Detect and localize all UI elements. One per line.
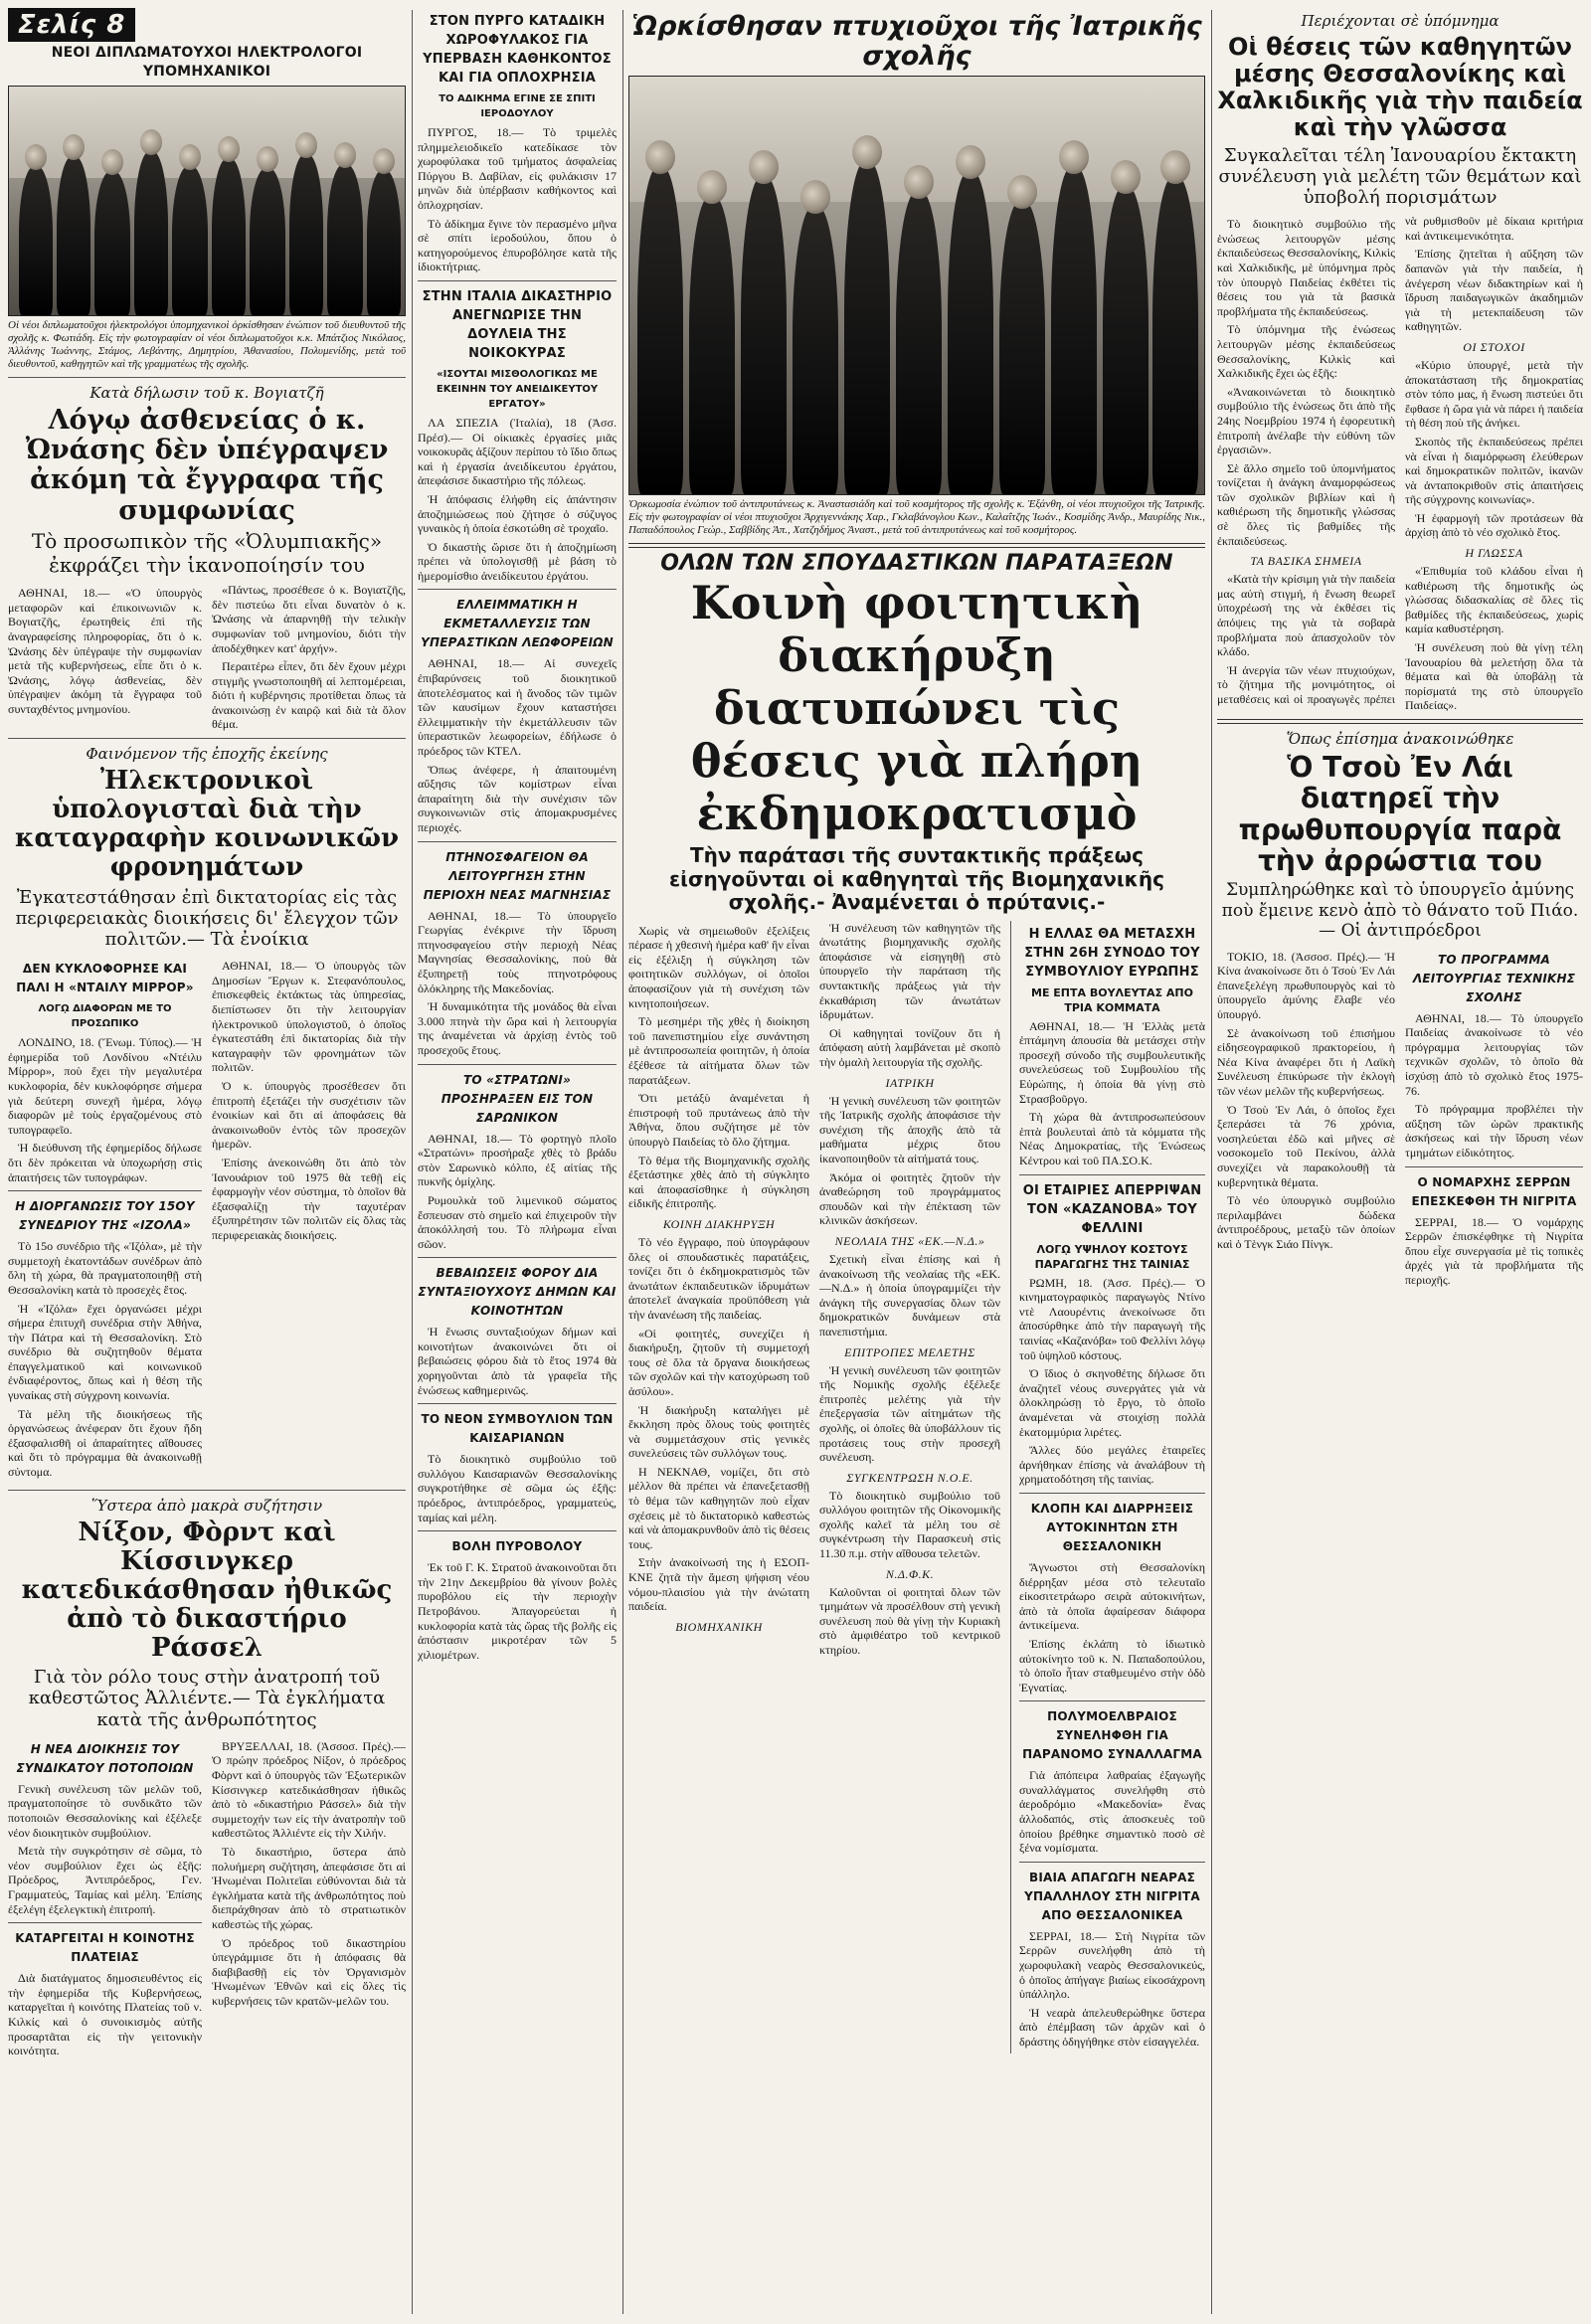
izola-paragraph: Τὸ 15ο συνέδριο τῆς «Ἰζόλα», μὲ τὴν συμμετοχὴ ἑκατοντάδων συνέδρων ἀπὸ ὅλη τὴ χώρα, θὰ πραγματοποιηθῇ στὴ Θεσσαλονίκη κατὰ τὸ προσεχὲς ἔτος. bbox=[8, 1239, 202, 1297]
pyrgos-paragraph: ΠΥΡΓΟΣ, 18.— Τὸ τριμελὲς πλημμελειοδικεῖο κατεδίκασε τὸν χωροφύλακα τοῦ τμήματος ἀσφαλείας Πύργου Β. Δαβίλαν, εἰς φυλάκισιν 17 μηνῶν διὰ ὑπέρβασιν καθήκοντος καὶ ὁπλοχρησίαν. bbox=[418, 125, 617, 212]
epitropes-section-title: ΕΠΙΤΡΟΠΕΣ ΜΕΛΕΤΗΣ bbox=[844, 1344, 975, 1359]
computers-subheadline: Ἐγκατεστάθησαν ἐπὶ δικτατορίας εἰς τὰς περιφερειακὰς διοικήσεις δι' ἔλεγχον τῶν πολιτῶν.— Τὰ ἐνοίκια bbox=[15, 886, 399, 950]
right-paragraph: Ἐπίσης ζητεῖται ἡ αὔξηση τῶν δαπανῶν γιὰ τὴν παιδεία, ἡ ἀνέγερση νέων διδακτηρίων καὶ ἡ ἵδρυση παιδαγωγικῶν ἀκαδημιῶν γιὰ τὴ μετεκπαίδευση τῶν καθηγητῶν. bbox=[1405, 247, 1583, 334]
right-paragraph: «Κύριο ὑπουργέ, μετὰ τὴν ἀποκατάσταση τῆς δημοκρατίας στὸν τόπο μας, ἡ ἕνωση πιστεύει ὅτι ἔφθασε ἡ ὥρα γιὰ νὰ πάρει ἡ παιδεία τὴ θέση ποὺ τῆς ἀνήκει. bbox=[1405, 357, 1583, 431]
pyrgos-headline: ΣΤΟΝ ΠΥΡΓΟ ΚΑΤΑΔΙΚΗ ΧΩΡΟΦΥΛΑΚΟΣ ΓΙΑ ΥΠΕΡΒΑΣΗ ΚΑΘΗΚΟΝΤΟΣ ΚΑΙ ΓΙΑ ΟΠΛΟΧΡΗΣΙΑ bbox=[423, 14, 612, 86]
students-paragraph: Ἡ συνέλευση τῶν καθηγητῶν τῆς ἀνωτάτης βιομηχανικῆς σχολῆς ἀποφάσισε νὰ εἰσηγηθῇ στὸ ὑπουργεῖο τὴν παράταση τῆς συντακτικῆς πράξεως γιὰ τὴν ἐκκαθάριση τῶν ἀνωτάτων ἱδρυμάτων. bbox=[819, 920, 1000, 1022]
students-paragraph: Ἡ γενικὴ συνέλευση τῶν φοιτητῶν τῆς Ἰατρικῆς σχολῆς ἀποφάσισε τὴν συνέχιση τῆς ἀποχῆς ἀπὸ τὰ μαθήματα μέχρις ὅτου ἱκανοποιηθοῦν τὰ αἰτήματά τους. bbox=[819, 1093, 1000, 1166]
right-paragraph: Τὸ διοικητικὸ συμβούλιο τῆς ἑνώσεως λειτουργῶν μέσης ἐκπαιδεύσεως Θεσσαλονίκης, Κιλκὶς καὶ Χαλκιδικῆς, μὲ ὑπόμνημα πρὸς τὸν ὑπουργὸ Παιδείας ἐκθέτει τὶς θέσεις του γιὰ τὰ βασικὰ προβλήματα τῆς ἐκπαιδεύσεως. bbox=[1217, 217, 1395, 318]
nixon-kicker: Ὕστερα ἀπὸ μακρὰ συζήτησιν bbox=[90, 1496, 323, 1515]
synkentrosi-section-title: ΣΥΓΚΕΝΤΡΩΣΗ Ν.Ο.Ε. bbox=[846, 1470, 973, 1485]
computers-kicker: Φαινόμενον τῆς ἐποχῆς ἐκείνης bbox=[86, 745, 328, 764]
potopoion-paragraph: Γενικὴ συνέλευση τῶν μελῶν τοῦ, πραγματοποίησε τὸ συνδικᾶτο τῶν ποτοποιῶν Θεσσαλονίκης καὶ ἐξέλεξε νέον διοικητικὸν συμβούλιον. bbox=[8, 1781, 202, 1840]
students-paragraph: Καλοῦνται οἱ φοιτηταὶ ὅλων τῶν τμημάτων νὰ προσέλθουν στὴ γενικὴ συνέλευση ποὺ θὰ γίνῃ τὴν Κυριακὴ στὸ ἀμφιθέατρο τοῦ κεντρικοῦ κτηρίου. bbox=[819, 1584, 1000, 1658]
italy-paragraph: Ἡ ἀπόφασις ἐλήφθη εἰς ἀπάντησιν ἀποζημιώσεως ποὺ ζήτησε ὁ σύζυγος γυναικὸς ἡ ὁποία ἐσκοτώθη σὲ τροχαῖο. bbox=[418, 491, 617, 536]
koini-section-title: ΚΟΙΝΗ ΔΙΑΚΗΡΥΞΗ bbox=[662, 1216, 776, 1231]
pyrgos-subheadline: ΤΟ ΑΔΙΚΗΜΑ ΕΓΙΝΕ ΣΕ ΣΠΙΤΙ ΙΕΡΟΔΟΥΛΟΥ bbox=[439, 93, 596, 119]
kaisarianis-headline: ΤΟ ΝΕΟΝ ΣΥΜΒΟΥΛΙΟΝ ΤΩΝ ΚΑΙΣΑΡΙΑΝΩΝ bbox=[421, 1412, 614, 1446]
abduction-headline: ΒΙΑΙΑ ΑΠΑΓΩΓΗ ΝΕΑΡΑΣ ΥΠΑΛΛΗΛΟΥ ΣΤΗ ΝΙΓΡΙΤΑ ΑΠΟ ΘΕΣΣΑΛΟΝΙΚΕΑ bbox=[1024, 1870, 1200, 1922]
right-paragraph: «Ἐπιθυμία τοῦ κλάδου εἶναι ἡ καθιέρωση τῆς δημοτικῆς ὡς γλώσσας διδασκαλίας σὲ ὅλες τὶς βαθμίδες τῆς ἐκπαιδεύσεως, χωρὶς καμία καθυστέρηση. bbox=[1405, 564, 1583, 636]
students-kicker: ΟΛΩΝ ΤΩΝ ΣΠΟΥΔΑΣΤΙΚΩΝ ΠΑΡΑΤΑΞΕΩΝ bbox=[660, 551, 1173, 577]
magnesia-headline: ΠΤΗΝΟΣΦΑΓΕΙΟΝ ΘΑ ΛΕΙΤΟΥΡΓΗΣΗ ΣΤΗΝ ΠΕΡΙΟΧΗ ΝΕΑΣ ΜΑΓΝΗΣΙΑΣ bbox=[423, 849, 612, 902]
computers-paragraph: Ὁ κ. ὑπουργὸς προσέθεσεν ὅτι ἐπιτροπὴ ἐξετάζει τὴν συσχέτισιν τῶν ἐνοικίων καὶ ὅτι αἱ ἀποφάσεις θὰ ἀνακοινωθοῦν ἐντὸς τῶν προσεχῶν ἡμερῶν. bbox=[212, 1078, 406, 1152]
right-paragraph: Ἡ συνέλευση ποὺ θὰ γίνῃ τέλη Ἰανουαρίου θὰ μελετήσῃ ὅλα τὰ θέματα καὶ θὰ ὑποβάλῃ τὰ πορίσματά της στὸ ὑπουργεῖο Παιδείας». bbox=[1405, 640, 1583, 713]
students-paragraph: Τὸ θέμα τῆς Βιομηχανικῆς σχολῆς ἐξετάστηκε χθὲς ἀπὸ τὴ σύγκλητο καὶ ἀποφασίσθηκε ἡ σύγκληση εἰδικῆς ἐπιτροπῆς. bbox=[628, 1153, 809, 1211]
magnesia-paragraph: Ἡ δυναμικότητα τῆς μονάδος θὰ εἶναι 3.000 πτηνὰ τὴν ὥρα καὶ ἡ λειτουργία της ἀναμένεται νὰ ἀρχίσῃ ἐντὸς τοῦ προσεχοῦς ἔτους. bbox=[418, 999, 617, 1057]
abduction-paragraph: Ἡ νεαρὰ ἀπελευθερώθηκε ὕστερα ἀπὸ ἐπέμβαση τῶν ἀρχῶν καὶ ὁ δράστης ὁδηγήθηκε στὸν εἰσαγγελέα. bbox=[1019, 2005, 1205, 2050]
medicine-graduates-photo bbox=[628, 76, 1205, 495]
izola-headline: Η ΔΙΟΡΓΑΝΩΣΙΣ ΤΟΥ 15ΟΥ ΣΥΝΕΔΡΙΟΥ ΤΗΣ «ΙΖΟΛΑ» bbox=[15, 1199, 195, 1233]
right-paragraph: Σὲ ἄλλο σημεῖο τοῦ ὑπομνήματος τονίζεται ἡ ἀνάγκη ἀναμορφώσεως τῶν σχολικῶν βιβλίων καὶ ἡ καθιέρωση τῆς δημοτικῆς γλώσσας σὲ ὅλες τὶς βαθμίδες τῆς ἐκπαιδεύσεως. bbox=[1217, 460, 1395, 548]
nixon-paragraph: ΒΡΥΞΕΛΛΑΙ, 18. (Ἀσσοσ. Πρές).— Ὁ πρώην πρόεδρος Νίξον, ὁ πρόεδρος Φὸρντ καὶ ὁ ὑπουργὸς τῶν Ἐξωτερικῶν Κίσσινγκερ κατεδικάσθησαν ἠθικῶς ἀπὸ τὸ «δικαστήριο Ράσσελ» διὰ τὴν συμμετοχήν των εἰς τὴν ἀνατροπὴν τοῦ καθεστῶτος Ἀλλιέντε εἰς τὴν Χιλήν. bbox=[212, 1738, 406, 1841]
serres-headline: Ο ΝΟΜΑΡΧΗΣ ΣΕΡΡΩΝ ΕΠΕΣΚΕΦΘΗ ΤΗ ΝΙΓΡΙΤΑ bbox=[1411, 1174, 1577, 1208]
onassis-headline: Λόγῳ ἀσθενείας ὁ κ. Ὠνάσης δὲν ὑπέγραψεν ἀκόμη τὰ ἔγγραφα τῆς συμφωνίας bbox=[25, 405, 389, 526]
right-paragraph: Τὸ ὑπόμνημα τῆς ἑνώσεως λειτουργῶν μέσης ἐκπαιδεύσεως Θεσσαλονίκης, Κιλκὶς καὶ Χαλκιδικῆς ἔχει ὡς ἑξῆς: bbox=[1217, 322, 1395, 381]
currency-paragraph: Γιὰ ἀπόπειρα λαθραίας ἐξαγωγῆς συναλλάγματος συνελήφθη στὸ ἀεροδρόμιο «Μακεδονία» ἕνας ἀλλοδαπός, στὶς ἀποσκευὲς τοῦ ὁποίου βρέθηκε σημαντικὸ ποσὸ σὲ ξένα νομίσματα. bbox=[1019, 1768, 1205, 1856]
students-paragraph: Ἡ γενικὴ συνέλευση τῶν φοιτητῶν τῆς Νομικῆς σχολῆς ἐξέλεξε ἐπιτροπὲς μελέτης γιὰ τὴν ἐπεξεργασία τῶν αἰτημάτων τῆς σχολῆς, οἱ ὁποῖες θὰ ὑποβάλλουν τὶς προτάσεις τους στὴν προσεχῆ συνέλευση. bbox=[819, 1362, 1000, 1465]
tech-school-paragraph: ΑΘΗΝΑΙ, 18.— Τὸ ὑπουργεῖο Παιδείας ἀνακοίνωσε τὸ νέο πρόγραμμα λειτουργίας τῶν τεχνικῶν σχολῶν, τὸ ὁποῖο θὰ ἰσχύσῃ ἀπὸ τὸ σχολικὸ ἔτος 1975-76. bbox=[1405, 1010, 1583, 1098]
italy-paragraph: Ὁ δικαστὴς ὥρισε ὅτι ἡ ἀποζημίωση πρέπει νὰ ὑπολογισθῇ μὲ βάση τὸ ἡμερομίσθιο ἀνειδίκευτου ἐργάτου. bbox=[418, 539, 617, 583]
right-paragraph: Ἡ ἀνεργία τῶν νέων πτυχιούχων, τὸ ζήτημα τῆς μονιμότητος, οἱ μεταθέσεις καὶ οἱ προαγωγὲς πρέπει νὰ ρυθμισθοῦν μὲ δίκαια κριτήρια καὶ ἀντικειμενικότητα. bbox=[1217, 214, 1583, 707]
mirror-paragraph: ΛΟΝΔΙΝΟ, 18. (Ἕνωμ. Τύπος).— Ἡ ἐφημερίδα τοῦ Λονδίνου «Ντέιλυ Μίρρορ», ποὺ ἔχει τὴν μεγαλυτέρα κυκλοφορία, δὲν κυκλοφόρησε σήμερα γιὰ δεύτερη συνεχῆ ἡμέρα, λόγῳ διαφορῶν μὲ τοὺς ἐργαζομένους στὸ τυπογραφεῖο. bbox=[8, 1035, 202, 1137]
izola-paragraph: Τὰ μέλη τῆς διοικήσεως τῆς ὀργανώσεως ἀνέφεραν ὅτι ἔχουν ἤδη ἐξασφαλισθῆ οἱ ἀπαραίτητες αἴθουσες καὶ ὅτι τὸ πρόγραμμα θὰ ἀνακοινωθῇ σύντομα. bbox=[8, 1406, 202, 1480]
tsou-headline: Ὁ Τσοὺ Ἐν Λάι διατηρεῖ τὴν πρωθυπουργία παρὰ τὴν ἀρρώστια του bbox=[1238, 751, 1562, 878]
tech-school-paragraph: Τὸ πρόγραμμα προβλέπει τὴν αὔξηση τῶν ὡρῶν πρακτικῆς ἀσκήσεως καὶ τὴν ἵδρυση νέων τμημάτων εἰδικότητος. bbox=[1405, 1102, 1583, 1160]
students-paragraph: «Οἱ φοιτητές, συνεχίζει ἡ διακήρυξη, ζητοῦν τὴ συμμετοχή τους σὲ ὅλα τὰ ὄργανα διοικήσεως τῶν σχολῶν καὶ τὴν κατοχύρωση τοῦ ἀσύλου». bbox=[628, 1326, 809, 1398]
medicine-photo-caption: Ὁρκωμοσία ἐνώπιον τοῦ ἀντιπρυτάνεως κ. Ἀναστασιάδη καὶ τοῦ κοσμήτορος τῆς σχολῆς κ. Ἐξάνθη, οἱ νέοι πτυχιοῦχοι τῆς Ἰατρικῆς. Εἰς τὴν φωτογραφίαν οἱ νέοι πτυχιοῦχοι Ἀρχιγεννάκης Χαρ., Γκλαβάνογλου Κων., Καλαΐτζης Ἰωάν., Κοσμίδης Ἀνδρ., Μαυρίδης Νικ., Παπαδόπουλος Γεώρ., Σαββίδης Ἀπ., Χατζηδήμος Ἀναστ., μετὰ τοῦ ἀντιπρυτάνεως καὶ τοῦ κοσμήτορος. bbox=[628, 498, 1205, 537]
column-3 bbox=[628, 8, 1205, 2316]
fellini-paragraph: ΡΩΜΗ, 18. (Ἀσσ. Πρές).— Ὁ κινηματογραφικὸς παραγωγὸς Ντίνο ντὲ Λαουρέντις ἀνεκοίνωσε ὅτι ἀποσύρθηκε ἀπὸ τὴν παραγωγὴ τῆς ταινίας «Καζανόβα» τοῦ Φελλίνι λόγῳ τοῦ ὑψηλοῦ κόστους. bbox=[1019, 1275, 1205, 1362]
pyrgos-paragraph: Τὸ ἀδίκημα ἔγινε τὸν περασμένο μῆνα σὲ σπίτι ἱεροδούλου, ὅπου ὁ κατηγορούμενος ἐπυροβόλησε κατὰ τῆς ἰδιοκτήτριας. bbox=[418, 216, 617, 274]
onassis-kicker: Κατὰ δήλωσιν τοῦ κ. Βογιατζῆ bbox=[89, 384, 324, 402]
tsou-subheadline: Συμπληρώθηκε καὶ τὸ ὑπουργεῖο ἀμύνης ποὺ ἔμεινε κενὸ ἀπὸ τὸ θάνατο τοῦ Πιάο.— Οἱ ἀντιπρόεδροι bbox=[1221, 880, 1579, 941]
fellini-paragraph: Ἄλλες δύο μεγάλες ἑταιρεῖες ἀρνήθηκαν ἐπίσης νὰ ἀναλάβουν τὴ χρηματοδότηση τῆς ταινίας. bbox=[1019, 1443, 1205, 1487]
tsou-paragraph: ΤΟΚΙΟ, 18. (Ἀσσοσ. Πρές).— Ἡ Κίνα ἀνακοίνωσε ὅτι ὁ Τσοὺ Ἐν Λάι ἐπανεξελέγη πρωθυπουργὸς καὶ τὸ ὑπουργεῖο ἀμύνης ἔλαβε νέο ὑπουργό. bbox=[1217, 949, 1395, 1021]
potopoion-paragraph: Μετὰ τὴν συγκρότησιν σὲ σῶμα, τὸ νέον συμβούλιον ἔχει ὡς ἑξῆς: Πρόεδρος, Ἀντιπρόεδρος, Γεν. Γραμματεύς, Ταμίας καὶ μέλη. Ἐπίσης ἐξελέγη ἐξελεγκτικὴ ἐπιτροπή. bbox=[8, 1844, 202, 1916]
ndfk-section-title: Ν.Δ.Φ.Κ. bbox=[885, 1566, 935, 1581]
serres-paragraph: ΣΕΡΡΑΙ, 18.— Ὁ νομάρχης Σερρῶν ἐπισκέφθηκε τὴ Νιγρίτα ὅπου εἶχε συνεργασία μὲ τὶς τοπικὲς ἀρχές γιὰ τὰ προβλήματα τῆς περιοχῆς. bbox=[1405, 1214, 1583, 1287]
onassis-paragraph: Περαιτέρω εἶπεν, ὅτι δὲν ἔχουν μέχρι στιγμῆς γνωστοποιηθῆ αἱ λεπτομέρειαι, διότι ἡ κυβέρνησις προτίθεται ὅπως τὰ ἀνακοινώσῃ ἐν καιρῷ καὶ διὰ τὰ ὅλον θέμα. bbox=[212, 659, 406, 732]
onassis-subheadline: Τὸ προσωπικὸν τῆς «Ὀλυμπιακῆς» ἐκφράζει τὴν ἱκανοποίησίν του bbox=[31, 528, 383, 577]
tax-headline: ΒΕΒΑΙΩΣΕΙΣ ΦΟΡΟΥ ΔΙΑ ΣΥΝΤΑΞΙΟΥΧΟΥΣ ΔΗΜΩΝ ΚΑΙ ΚΟΙΝΟΤΗΤΩΝ bbox=[418, 1266, 617, 1319]
kaisarianis-paragraph: Τὸ διοικητικὸ συμβούλιο τοῦ συλλόγου Καισαριανῶν Θεσσαλονίκης συγκροτήθηκε σὲ σῶμα ὡς ἑξῆς: πρόεδρος, ἀντιπρόεδρος, γραμματεύς, ταμίας καὶ μέλη. bbox=[418, 1452, 617, 1524]
photo-caption: Οἱ νέοι διπλωματοῦχοι ἠλεκτρολόγοι ὑπομηχανικοὶ ὁρκίσθησαν ἐνώπιον τοῦ διευθυντοῦ τῆς σχολῆς κ. Φωτιάδη. Εἰς τὴν φωτογραφίαν οἱ νέοι διπλωματοῦχοι κ.κ. Μπάτζιος Νικόλαος, Ἀλλάνης Ἰωάννης, Στάμος, Λεβάντης, Δημητρίου, Ἀθανασίου, Πολυμενίδης, μετὰ τοῦ διευθυντοῦ, καθηγητῶν καὶ τῆς γραμματέως τῆς σχολῆς. bbox=[8, 319, 406, 370]
italy-paragraph: ΛΑ ΣΠΕΖΙΑ (Ἰταλία), 18 (Ἀσσ. Πρέσ).— Οἱ οἰκιακὲς ἐργασίες μιᾶς νοικοκυρᾶς ἀξίζουν περίπου τὸ ἴδιο ὅπως καὶ ἡ ἐργασία ἀνειδίκευτου ἐργάτου, ἀπεφάσισε δικαστήριο τῆς πόλεως. bbox=[418, 415, 617, 488]
students-paragraph: Τὸ διοικητικὸ συμβούλιο τοῦ συλλόγου φοιτητῶν τῆς Οἰκονομικῆς σχολῆς καλεῖ τὰ μέλη του σὲ συγκέντρωση τὴν Παρασκευὴ στὶς 11.30 π.μ. στὴν αἴθουσα τελετῶν. bbox=[819, 1488, 1000, 1561]
europe-headline: Η ΕΛΛΑΣ ΘΑ ΜΕΤΑΣΧΗ ΣΤΗΝ 26Η ΣΥΝΟΔΟ ΤΟΥ ΣΥΜΒΟΥΛΙΟΥ ΕΥΡΩΠΗΣ bbox=[1024, 926, 1200, 980]
nixon-paragraph: Ὁ πρόεδρος τοῦ δικαστηρίου ὑπεγράμμισε ὅτι ἡ ἀπόφασις θὰ διαβιβασθῇ εἰς τὸν Ὀργανισμὸν Ἡνωμένων Ἐθνῶν καὶ εἰς ὅλες τὶς κυβερνήσεις τῶν κρατῶν-μελῶν του. bbox=[212, 1935, 406, 2008]
abduction-paragraph: ΣΕΡΡΑΙ, 18.— Στὴ Νιγρίτα τῶν Σερρῶν συνελήφθη ἀπὸ τὴ χωροφυλακὴ νεαρὸς Θεσσαλονικεύς, ὁ ὁποῖος ἀπήγαγε βιαίως εἰκοσάχρονη ὑπάλληλο. bbox=[1019, 1928, 1205, 2002]
column-1 bbox=[8, 8, 406, 2316]
nixon-subheadline: Γιὰ τὸν ρόλο τους στὴν ἀνατροπή τοῦ καθεστῶτος Ἀλλιέντε.— Τὰ ἐγκλήματα κατὰ τῆς ἀνθρωπότητος bbox=[28, 1667, 386, 1730]
nixon-headline: Νίξον, Φὸρντ καὶ Κίσσινγκερ κατεδικάσθησαν ἠθικῶς ἀπὸ τὸ δικαστήριο Ράσσελ bbox=[21, 1517, 393, 1664]
electrical-graduates-photo bbox=[8, 86, 406, 316]
students-paragraph: Στὴν ἀνακοίνωσή της ἡ ΕΣΟΠ-ΚΝΕ ζητᾶ τὴν ἄμεση ψήφιση νέου νόμου-πλαισίου γιὰ τὴν ἀνώτατη παιδεία. bbox=[628, 1555, 809, 1614]
stratoni-paragraph: ΑΘΗΝΑΙ, 18.— Τὸ φορτηγὸ πλοῖο «Στρατώνι» προσήραξε χθὲς τὸ βράδυ στὸν Σαρωνικὸ κόλπο, ἐξ αἰτίας τῆς πυκνῆς ὀμίχλης. bbox=[418, 1131, 617, 1189]
fellini-subheadline: ΛΟΓῼ ΥΨΗΛΟΥ ΚΟΣΤΟΥΣ ΠΑΡΑΓΩΓΗΣ ΤΗΣ ΤΑΙΝΙΑΣ bbox=[1034, 1242, 1190, 1271]
photo-headline: ΝΕΟΙ ΔΙΠΛΩΜΑΤΟΥΧΟΙ ΗΛΕΚΤΡΟΛΟΓΟΙ ΥΠΟΜΗΧΑΝΙΚΟΙ bbox=[51, 45, 363, 80]
theft-headline: ΚΛΟΠΗ ΚΑΙ ΔΙΑΡΡΗΞΕΙΣ ΑΥΤΟΚΙΝΗΤΩΝ ΣΤΗ ΘΕΣΣΑΛΟΝΙΚΗ bbox=[1030, 1501, 1194, 1553]
right-paragraph: Σκοπὸς τῆς ἐκπαιδεύσεως πρέπει νὰ εἶναι ἡ διαμόρφωση ἐλεύθερων καὶ δημοκρατικῶν πολιτῶν, ἱκανῶν νὰ ἀνταποκριθοῦν στὶς ἀπαιτήσεις τῆς σύγχρονης κοινωνίας». bbox=[1405, 434, 1583, 507]
students-paragraph: Τὸ μεσημέρι τῆς χθὲς ἡ διοίκηση τοῦ πανεπιστημίου εἶχε συνάντηση μὲ ἀντιπροσωπεία φοιτητῶν, ἡ ὁποία ἐξέθεσε τὰ αἰτήματα ὅλων τῶν παρατάξεων. bbox=[628, 1014, 809, 1087]
shot-paragraph: Ἐκ τοῦ Γ. Κ. Στρατοῦ ἀνακοινοῦται ὅτι τὴν 21ην Δεκεμβρίου θὰ γίνουν βολὲς πυροβόλου εἰς τὴν περιοχὴν Πετροβάνου. Ἀπαγορεύεται ἡ κυκλοφορία κατὰ τὰς ὥρας τῆς βολῆς εἰς ἀπόστασιν μικροτέραν τῶν 5 χιλιομέτρων. bbox=[418, 1560, 617, 1662]
italy-headline: ΣΤΗΝ ΙΤΑΛΙΑ ΔΙΚΑΣΤΗΡΙΟ ΑΝΕΓΝΩΡΙΣΕ ΤΗΝ ΔΟΥΛΕΙΑ ΤΗΣ ΝΟΙΚΟΚΥΡΑΣ bbox=[422, 288, 613, 361]
europe-paragraph: Τὴ χώρα θὰ ἀντιπροσωπεύσουν ἑπτὰ βουλευταὶ ἀπὸ τὰ κόμματα τῆς Νέας Δημοκρατίας, τῆς Ἑνώσεως Κέντρου καὶ τοῦ ΠΑ.ΣΟ.Κ. bbox=[1019, 1110, 1205, 1168]
fellini-paragraph: Ὁ ἴδιος ὁ σκηνοθέτης δήλωσε ὅτι ἀναζητεῖ νέους συνεργάτες γιὰ νὰ ὁλοκληρώσῃ τὸ ἔργο, τὸ ὁποῖο ἀναμένεται νὰ στοιχίσῃ πολλὰ ἑκατομμύρια λιρέτες. bbox=[1019, 1366, 1205, 1439]
neolaia-section-title: ΝΕΟΛΑΙΑ ΤΗΣ «ΕΚ.—Ν.Δ.» bbox=[834, 1233, 985, 1248]
koinotis-paragraph: Διὰ διατάγματος δημοσιευθέντος εἰς τὴν ἐφημερίδα τῆς Κυβερνήσεως, καταργεῖται ἡ κοινότης Πλατείας τοῦ ν. Κιλκίς καὶ ὁ συνοικισμὸς αὐτῆς προσαρτᾶται εἰς τὴν γειτονικὴν κοινότητα. bbox=[8, 1971, 202, 2058]
computers-headline: Ἠλεκτρονικοὶ ὑπολογισταὶ διὰ τὴν καταγραφὴν κοινωνικῶν φρονημάτων bbox=[14, 766, 400, 883]
column-2 bbox=[418, 8, 617, 2316]
izola-paragraph: Ἡ «Ἰζόλα» ἔχει ὀργανώσει μέχρι σήμερα ἐπιτυχῆ συνέδρια στὴν Ἀθήνα, τὴν Πάτρα καὶ τὴ Θεσσαλονίκη. Στὸ συνέδριο θὰ συζητηθοῦν θέματα ἐπαγγελματικοῦ καὶ κοινωνικοῦ ἐνδιαφέροντος, ὅπως καὶ ἡ θέση τῆς γυναίκας στὴ σύγχρονη κοινωνία. bbox=[8, 1301, 202, 1403]
tsou-paragraph: Τὸ νέο ὑπουργικὸ συμβούλιο περιλαμβάνει δώδεκα ἀντιπροέδρους, μεταξὺ τῶν ὁποίων καὶ ὁ Τὲνγκ Σιάο Πίνγκ. bbox=[1217, 1193, 1395, 1251]
right-paragraph: Ἡ ἐφαρμογὴ τῶν προτάσεων θὰ ἀρχίσῃ ἀπὸ τὸ νέο σχολικὸ ἔτος. bbox=[1405, 510, 1583, 540]
buses-paragraph: ΑΘΗΝΑΙ, 18.— Αἱ συνεχεῖς ἐπιβαρύνσεις τοῦ διοικητικοῦ ἀποτελέσματος καὶ ἡ ἄνοδος τῶν τιμῶν τῶν καυσίμων ἔχουν καταστήσει ἐλλειμματικὴν τὴν ἐκμετάλλευσιν τῶν ὑπεραστικῶν λεωφορείων, ἐδήλωσε ὁ πρόεδρος τῶν ΚΤΕΛ. bbox=[418, 656, 617, 759]
tsou-paragraph: Ὁ Τσοὺ Ἐν Λάι, ὁ ὁποῖος ἔχει ξεπεράσει τὰ 76 χρόνια, νοσηλεύεται ἐδῶ καὶ μῆνες σὲ νοσοκομεῖο τοῦ Πεκίνου, ἀλλὰ συνεχίζει νὰ παρακολουθῇ τὰ κυβερνητικὰ θέματα. bbox=[1217, 1102, 1395, 1189]
stratoni-paragraph: Ρυμουλκὰ τοῦ λιμενικοῦ σώματος ἔσπευσαν στὸ σημεῖο καὶ ἐπιχειροῦν τὴν ἀποκόλλησή του. Τὸ πλήρωμα εἶναι σῶον. bbox=[418, 1192, 617, 1251]
onassis-paragraph: «Πάντως, προσέθεσε ὁ κ. Βογιατζῆς, δὲν πιστεύω ὅτι εἶναι δυνατὸν ὁ κ. Ὠνάσης νὰ ἀπαρνηθῇ τὴν τελικὴν συμφωνίαν τοῦ μνημονίου, διότι τὴν ἀποδέχθηκεν κατ' ἀρχήν». bbox=[212, 583, 406, 655]
buses-headline: ΕΛΛΕΙΜΜΑΤΙΚΗ Η ΕΚΜΕΤΑΛΛΕΥΣΙΣ ΤΩΝ ΥΠΕΡΑΣΤΙΚΩΝ ΛΕΩΦΟΡΕΙΩΝ bbox=[421, 598, 614, 650]
right-headline: Οἱ θέσεις τῶν καθηγητῶν μέσης Θεσσαλονίκης καὶ Χαλκιδικῆς γιὰ τὴν παιδεία καὶ τὴν γλῶσσα bbox=[1217, 33, 1583, 141]
mirror-paragraph: Ἡ διεύθυνση τῆς ἐφημερίδος δήλωσε ὅτι δὲν πρόκειται νὰ ὑποχωρήσῃ στὶς ἀπαιτήσεις τῶν τυπογράφων. bbox=[8, 1141, 202, 1184]
right-kicker: Περιέχονται σὲ ὑπόμνημα bbox=[1301, 12, 1500, 30]
page-number-label: Σελίς 8 bbox=[8, 8, 135, 42]
potopoion-headline: Η ΝΕΑ ΔΙΟΙΚΗΣΙΣ ΤΟΥ ΣΥΝΔΙΚΑΤΟΥ ΠΟΤΟΠΟΙΩΝ bbox=[16, 1741, 194, 1775]
currency-headline: ΠΟΛΥΜΟΕΛΒΡΑΙΟΣ ΣΥΝΕΛΗΦΘΗ ΓΙΑ ΠΑΡΑΝΟΜΟ ΣΥΝΑΛΛΑΓΜΑ bbox=[1022, 1709, 1202, 1762]
students-paragraph: Ὅτι μετάξὺ ἀναμένεται ἡ ἐπιστροφὴ τοῦ πρυτάνεως ἀπὸ τὴν Ἀθήνα, ὅπου συζήτησε μὲ τὸν ὑπουργὸ Παιδείας τὸ ὅλο ζήτημα. bbox=[628, 1091, 809, 1150]
italy-subheadline: «ΙΣΟΥΤΑΙ ΜΙΣΘΟΛΟΓΙΚΩΣ ΜΕ ΕΚΕΙΝΗΝ ΤΟΥ ΑΝΕΙΔΙΚΕΥΤΟΥ ΕΡΓΑΤΟΥ» bbox=[436, 368, 599, 410]
theft-paragraph: Ἐπίσης ἐκλάπη τὸ ἰδιωτικὸ αὐτοκίνητο τοῦ κ. Ν. Παπαδοπούλου, τὸ ὁποῖο ἦταν σταθμευμένο στὴν ὁδὸ Ἐγνατίας. bbox=[1019, 1636, 1205, 1695]
right-paragraph: «Κατὰ τὴν κρίσιμη γιὰ τὴν παιδεία μας αὐτὴ στιγμή, ἡ ἕνωση θεωρεῖ ὑποχρέωσή της νὰ ἐκθέσει τὶς ἀπόψεις της γιὰ τὰ σοβαρὰ προβλήματα ποὺ ἀπασχολοῦν τὸν κλάδο. bbox=[1217, 572, 1395, 659]
students-subheadline: Τὴν παράτασι τῆς συντακτικῆς πράξεως εἰσηγοῦνται οἱ καθηγηταὶ τῆς Βιομηχανικῆς σχολῆς.- Ἀναμένεται ὁ πρύτανις.- bbox=[669, 842, 1164, 915]
stoxoi-section-title: ΟΙ ΣΤΟΧΟΙ bbox=[1463, 339, 1525, 354]
koinotis-headline: ΚΑΤΑΡΓΕΙΤΑΙ Η ΚΟΙΝΟΤΗΣ ΠΛΑΤΕΙΑΣ bbox=[15, 1931, 195, 1965]
mirror-subheadline: ΛΟΓῼ ΔΙΑΦΟΡΩΝ ΜΕ ΤΟ ΠΡΟΣΩΠΙΚΟ bbox=[38, 1003, 172, 1030]
right-subheadline: Συγκαλεῖται τέλη Ἰανουαρίου ἔκτακτη συνέλευση γιὰ μελέτη τῶν θεμάτων καὶ ὑποβολή πορισμάτων bbox=[1218, 144, 1582, 208]
students-paragraph: Ἀκόμα οἱ φοιτητὲς ζητοῦν τὴν ἀναθεώρηση τοῦ προγράμματος σπουδῶν καὶ τὴν ἐπέκταση τῶν κλινικῶν ἀσκήσεων. bbox=[819, 1169, 1000, 1228]
basika-section-title: ΤΑ ΒΑΣΙΚΑ ΣΗΜΕΙΑ bbox=[1250, 554, 1362, 569]
students-paragraph: Ἡ διακήρυξη καταλήγει μὲ ἔκκληση πρὸς ὅλους τοὺς φοιτητὲς νὰ συμμετάσχουν στὶς γενικὲς συνελεύσεις τῶν συλλόγων τους. bbox=[628, 1402, 809, 1461]
students-headline: Κοινὴ φοιτητικὴ διακήρυξη διατυπώνει τὶς θέσεις γιὰ πλήρη ἐκδημοκρατισμὸ bbox=[690, 576, 1144, 841]
magnesia-paragraph: ΑΘΗΝΑΙ, 18.— Τὸ ὑπουργεῖο Γεωργίας ἐνέκρινε τὴν ἵδρυση πτηνοσφαγείου στὴν περιοχὴ Νέας Μαγνησίας Θεσσαλονίκης, ποὺ θὰ ἐξυπηρετῇ τοὺς πτηνοτρόφους ὁλόκληρης τῆς Μακεδονίας. bbox=[418, 908, 617, 995]
stratoni-headline: ΤΟ «ΣΤΡΑΤΩΝΙ» ΠΡΟΣΗΡΑΞΕΝ ΕΙΣ ΤΟΝ ΣΑΡΩΝΙΚΟΝ bbox=[441, 1072, 594, 1125]
buses-paragraph: Ὅπως ἀνέφερε, ἡ ἀπαιτουμένη αὔξησις τῶν κομίστρων εἶναι ἀπαραίτητη διὰ τὴν συνέχισιν τῶν συγκοινωνιῶν στὶς ἀπομακρυσμένες περιοχές. bbox=[418, 762, 617, 834]
europe-subheadline: ΜΕ ΕΠΤΑ ΒΟΥΛΕΥΤΑΣ ΑΠΟ ΤΡΙΑ ΚΟΜΜΑΤΑ bbox=[1031, 985, 1193, 1014]
students-paragraph: Η ΝΕΚΝΑΘ, νομίζει, ὅτι στὸ μέλλον θὰ πρέπει νὰ ἐπανεξετασθῇ τὸ θέμα τῶν καθηγητῶν ποὺ εἶχαν σχέσεις μὲ τὸ δικτατορικὸ καθεστώς καὶ νὰ ἀπομακρυνθοῦν ἀπὸ τὶς θέσεις τους. bbox=[628, 1464, 809, 1551]
shot-headline: ΒΟΛΗ ΠΥΡΟΒΟΛΟΥ bbox=[451, 1539, 583, 1554]
right-paragraph: «Ἀνακοινώνεται τὸ διοικητικὸ συμβούλιο τῆς ἑνώσεως ὅτι ἀπὸ τῆς 24ης Νοεμβρίου 1974 ἡ ἐφορευτικὴ ἐπιτροπὴ ἀνέλαβε τὴν εὐθύνη τῶν ἐργασιῶν». bbox=[1217, 384, 1395, 457]
mirror-headline: ΔΕΝ ΚΥΚΛΟΦΟΡΗΣΕ ΚΑΙ ΠΑΛΙ Η «ΝΤΑΙΛΥ ΜΙΡΡΟΡ» bbox=[16, 962, 194, 995]
tsou-paragraph: Σὲ ἀνακοίνωση τοῦ ἐπισήμου εἰδησεογραφικοῦ πρακτορείου, ἡ Νέα Κίνα ἀναφέρει ὅτι ἡ Λαϊκὴ Συνέλευση ἐπικύρωσε τὴν ἐκλογὴ τῶν νέων μελῶν τῆς κυβερνήσεως. bbox=[1217, 1025, 1395, 1098]
biomichaniki-section-title: ΒΙΟΜΗΧΑΝΙΚΗ bbox=[675, 1619, 763, 1634]
computers-paragraph: ΑΘΗΝΑΙ, 18.— Ὁ ὑπουργὸς τῶν Δημοσίων Ἔργων κ. Στεφανόπουλος, ἐπισκεφθεὶς ἐκτάκτως τὰς ὑπηρεσίας, διεπίστωσεν ὅτι τὴν λειτουργίαν ἠλεκτρονικοῦ ὑπολογιστοῦ, ὁ ὁποῖος ἐγκατεστάθη ἐπὶ δικτατορίας διὰ τὴν καταγραφὴν τῶν φρονημάτων τῶν πολιτῶν. bbox=[212, 959, 406, 1075]
fellini-headline: ΟΙ ΕΤΑΙΡΙΕΣ ΑΠΕΡΡΙΨΑΝ ΤΟΝ «ΚΑΖΑΝΟΒΑ» ΤΟΥ ΦΕΛΛΙΝΙ bbox=[1022, 1182, 1202, 1236]
computers-paragraph: Ἐπίσης ἀνεκοινώθη ὅτι ἀπὸ τὸν Ἰανουάριον τοῦ 1975 θὰ τεθῇ εἰς ἐφαρμογὴν νέον σύστημα, τὸ ὁποῖον θὰ ἐξασφαλίζῃ τὴν ταχυτέραν ἐξυπηρέτησιν τῶν πολιτῶν εἰς ὅλας τὰς περιφερειακὰς διοικήσεις. bbox=[212, 1155, 406, 1242]
theft-paragraph: Ἄγνωστοι στὴ Θεσσαλονίκη διέρρηξαν μέσα στὸ τελευταῖο εἰκοσιτετράωρο σειρὰ αὐτοκινήτων, ἀπὸ τὰ ὁποῖα ἀφαίρεσαν διάφορα ἀντικείμενα. bbox=[1019, 1559, 1205, 1633]
tax-paragraph: Ἡ ἕνωσις συνταξιούχων δήμων καὶ κοινοτήτων ἀνακοινώνει ὅτι οἱ βεβαιώσεις φόρου διὰ τὸ ἔτος 1974 θὰ χορηγοῦνται ἀπὸ τὰ γραφεῖα τῆς ἑνώσεως καθημερινῶς. bbox=[418, 1325, 617, 1397]
onassis-paragraph: ΑΘΗΝΑΙ, 18.— «Ὁ ὑπουργὸς μεταφορῶν καὶ ἐπικοινωνιῶν κ. Βογιατζῆς, ἐρωτηθεὶς ἐπὶ τῆς ἀναγραφείσης πληροφορίας, ὅτι ὁ κ. Ὠνάσης δὲν ὑπέγραψε τὴν συμφωνίαν μετὰ τῆς κυβερνήσεως, εἶπε ὅτι ὁ κ. Ὠνάσης, λόγῳ ἀσθενείας, δὲν ὑπέγραψεν ἀκόμη τὰ ἔγγραφα τοῦ συνταχθέντος μνημονίου. bbox=[8, 586, 202, 716]
nixon-paragraph: Τὸ δικαστήριο, ὕστερα ἀπὸ πολυήμερη συζήτηση, ἀπεφάσισε ὅτι αἱ Ἡνωμέναι Πολιτεῖαι εὐθύνονται διὰ τὰ ἐγκλήματα κατὰ τῆς ἀνθρωπότητος ποὺ διεπράχθησαν ἀπὸ τὸ στρατιωτικὸν καθεστὼς τῆς χώρας. bbox=[212, 1845, 406, 1932]
europe-paragraph: ΑΘΗΝΑΙ, 18.— Ἡ Ἑλλὰς μετὰ ἑπτάμηνη ἀπουσία θὰ μετάσχει στὴν προσεχῆ σύνοδο τῆς συμβουλευτικῆς συνελεύσεως τοῦ Συμβουλίου τῆς Εὐρώπης, ἡ ὁποία θὰ γίνῃ στὸ Στρασβοῦργο. bbox=[1019, 1018, 1205, 1106]
students-paragraph: Τὸ νέο ἔγγραφο, ποὺ ὑπογράφουν ὅλες οἱ σπουδαστικὲς παρατάξεις, τονίζει ὅτι ὁ ἐκδημοκρατισμὸς τῶν ἀνωτάτων ἐκπαιδευτικῶν ἱδρυμάτων ἀποτελεῖ ἀναγκαία προϋπόθεση γιὰ τὴν ἀνανέωση τῆς παιδείας. bbox=[628, 1234, 809, 1322]
students-paragraph: Χωρὶς νὰ σημειωθοῦν ἐξελίξεις πέρασε ἡ χθεσινὴ ἡμέρα καθ' ἣν εἶναι εἰς ἐξέλιξη ἡ σύγκληση τῶν φοιτητικῶν συλλόγων, οἱ ὁποῖοι ἀποφασίζουν γιὰ τὴ συνέχιση τῶν κινητοποιήσεων. bbox=[628, 923, 809, 1010]
students-paragraph: Σχετικὴ εἶναι ἐπίσης καὶ ἡ ἀνακοίνωση τῆς νεολαίας τῆς «ΕΚ.—Ν.Δ.» ἡ ὁποία ὑπογραμμίζει τὴν ἀνάγκη τῆς συνεργασίας ὅλων τῶν δημοκρατικῶν δυνάμεων στὰ πανεπιστήμια. bbox=[819, 1251, 1000, 1339]
column-4 bbox=[1217, 8, 1583, 2316]
students-paragraph: Οἱ καθηγηταὶ τονίζουν ὅτι ἡ ἀπόφαση αὐτὴ λαμβάνεται μὲ σκοπὸ τὴν ὁμαλὴ λειτουργία τῆς σχολῆς. bbox=[819, 1025, 1000, 1070]
medicine-headline: Ὡρκίσθησαν πτυχιοῦχοι τῆς Ἰατρικῆς σχολῆς bbox=[631, 11, 1202, 73]
glossa-section-title: Η ΓΛΩΣΣΑ bbox=[1465, 546, 1523, 561]
iatriki-section-title: ΙΑΤΡΙΚΗ bbox=[885, 1075, 935, 1090]
tech-school-headline: ΤΟ ΠΡΟΓΡΑΜΜΑ ΛΕΙΤΟΥΡΓΙΑΣ ΤΕΧΝΙΚΗΣ ΣΧΟΛΗΣ bbox=[1412, 952, 1576, 1004]
tsou-kicker: Ὅπως ἐπίσημα ἀνακοινώθηκε bbox=[1286, 730, 1514, 749]
